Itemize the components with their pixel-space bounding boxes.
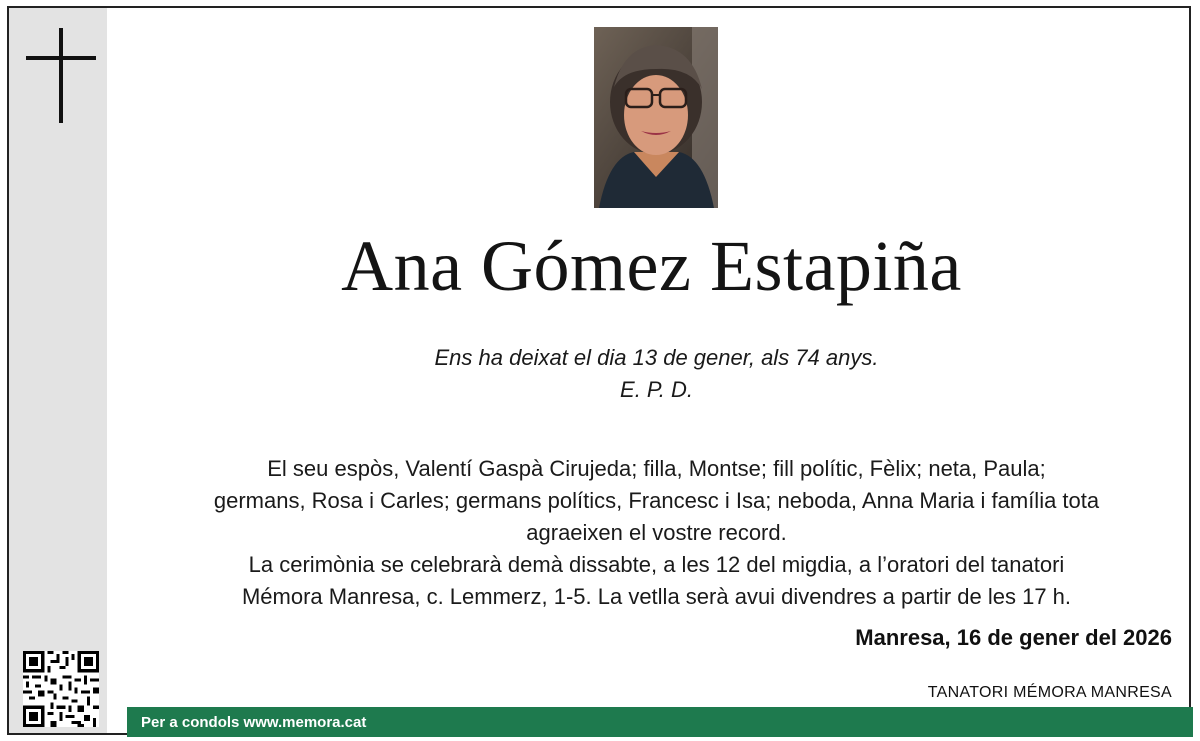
- condolences-bar: [127, 707, 1193, 737]
- left-sidebar: [9, 8, 107, 733]
- deceased-name: Ana Gómez Estapiña: [341, 226, 962, 306]
- message-line: El seu espòs, Valentí Gaspà Cirujeda; filla, Montse; fill polític, Fèlix; neta, Paula;: [267, 456, 1046, 481]
- qr-code-icon[interactable]: [23, 651, 99, 727]
- portrait-photo: [594, 27, 718, 208]
- place-and-date: Manresa, 16 de gener del 2026: [855, 625, 1172, 650]
- message-line: germans, Rosa i Carles; germans polítics, Francesc i Isa; neboda, Anna Maria i família tota: [213, 488, 1100, 513]
- message-line: agraeixen el vostre record.: [526, 520, 787, 545]
- rip-abbreviation: E. P. D.: [620, 377, 693, 402]
- condolences-link[interactable]: Per a condols www.memora.cat: [141, 714, 367, 731]
- message-line: La cerimònia se celebrarà demà dissabte, a les 12 del migdia, a l’oratori del tanatori: [248, 552, 1065, 577]
- message-line: Mémora Manresa, c. Lemmerz, 1-5. La vetlla serà avui divendres a partir de les 17 h.: [241, 584, 1072, 609]
- death-date-line: Ens ha deixat el dia 13 de gener, als 74 anys.: [434, 345, 879, 370]
- funeral-home-name: TANATORI MÉMORA MANRESA: [927, 684, 1172, 701]
- family-message: [109, 453, 1200, 613]
- obituary-card: [7, 6, 1191, 735]
